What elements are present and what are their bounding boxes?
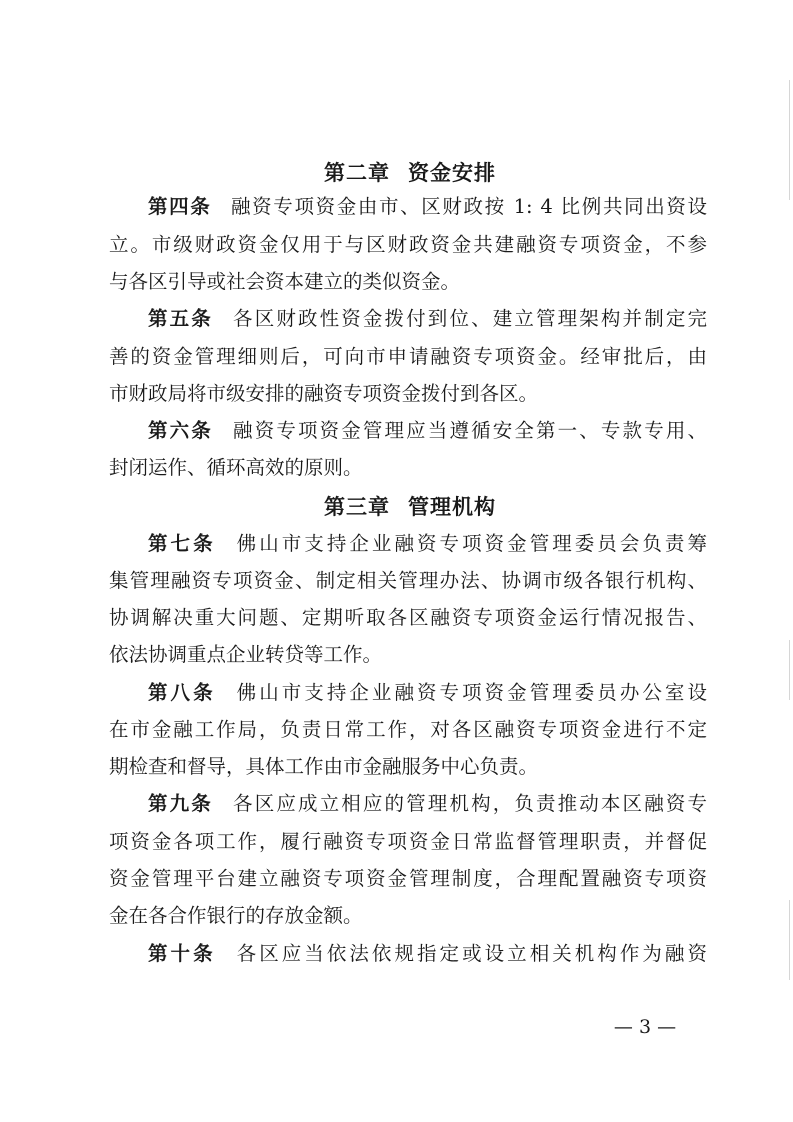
article-6-line-1 (148, 417, 707, 445)
article-5-line-1 (148, 305, 707, 333)
article-7-line-3: 协调解决重大问题、定期听取各区融资专项资金运行情况报告、 (109, 606, 707, 629)
article-5-line-2: 善的资金管理细则后，可向市申请融资专项资金。经审批后，由 (109, 345, 707, 368)
article-label: 第七条 (148, 532, 216, 555)
chapter-heading-2 (110, 157, 710, 187)
article-8-line-1 (148, 679, 707, 707)
article-4-line-3: 与各区引导或社会资本建立的类似资金。 (109, 270, 461, 293)
article-text: 各区应当依法依规指定或设立相关机构作为融资 (233, 942, 707, 965)
article-9-line-2: 项资金各项工作，履行融资专项资金日常监督管理职责，并督促 (109, 830, 707, 853)
article-7-line-4: 依法协调重点企业转贷等工作。 (109, 643, 383, 666)
article-label: 第四条 (148, 195, 212, 218)
article-label: 第五条 (148, 307, 213, 330)
article-text: 佛山市支持企业融资专项资金管理委员会负责筹 (233, 532, 707, 555)
article-label: 第八条 (148, 681, 216, 704)
chapter-number: 第三章 (324, 494, 390, 519)
article-9-line-3: 资金管理平台建立融资专项资金管理制度，合理配置融资专项资 (109, 867, 707, 890)
article-label: 第九条 (148, 792, 213, 815)
article-4-line-2: 立。市级财政资金仅用于与区财政资金共建融资专项资金，不参 (109, 233, 707, 256)
article-10-line-1 (148, 940, 707, 968)
article-7-line-2: 集管理融资专项资金、制定相关管理办法、协调市级各银行机构、 (109, 569, 707, 592)
scan-edge-mark (789, 80, 790, 200)
article-label: 第十条 (148, 942, 216, 965)
article-6-line-2: 封闭运作、循环高效的原则。 (109, 456, 363, 479)
article-8-line-2: 在市金融工作局，负责日常工作，对各区融资专项资金进行不定 (109, 718, 707, 741)
chapter-heading-3 (110, 491, 710, 521)
article-8-line-3: 期检查和督导，具体工作由市金融服务中心负责。 (109, 755, 539, 778)
article-text: 佛山市支持企业融资专项资金管理委员办公室设 (233, 681, 707, 704)
article-text: 融资专项资金由市、区财政按 1: 4 比例共同出资设 (229, 195, 707, 218)
article-5-line-3: 市财政局将市级安排的融资专项资金拨付到各区。 (109, 382, 539, 405)
chapter-title: 资金安排 (408, 160, 496, 185)
article-text: 各区应成立相应的管理机构，负责推动本区融资专 (230, 792, 707, 815)
article-4-line-1 (148, 193, 707, 221)
article-label: 第六条 (148, 419, 213, 442)
article-9-line-1 (148, 790, 707, 818)
chapter-title: 管理机构 (408, 494, 496, 519)
article-text: 各区财政性资金拨付到位、建立管理架构并制定完 (230, 307, 707, 330)
scan-edge-mark (789, 900, 790, 980)
page-number: — 3 — (613, 1016, 677, 1038)
article-text: 融资专项资金管理应当遵循安全第一、专款专用、 (230, 419, 707, 442)
scan-edge-mark (789, 640, 790, 700)
article-9-line-4: 金在各合作银行的存放金额。 (109, 904, 363, 927)
chapter-number: 第二章 (324, 160, 390, 185)
article-7-line-1 (148, 530, 707, 558)
